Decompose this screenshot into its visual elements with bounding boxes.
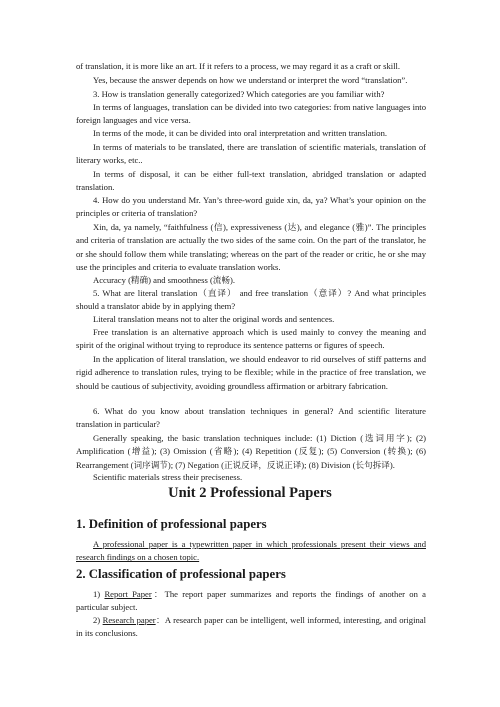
paragraph: In terms of the mode, it can be divided into oral interpretation and written translation. xyxy=(93,128,388,138)
paragraph: Free translation is an alternative approach which is used mainly to convey the meaning and spirit of the original without trying to reproduce its sentence patterns or figures of speech. xyxy=(76,327,426,351)
item-number: 1) xyxy=(93,589,105,599)
paragraph: In terms of disposal, it can be either full-text translation, abridged translation or adapted translation. xyxy=(76,169,426,193)
paragraph: Generally speaking, the basic translation techniques include: (1) Diction (选词用字); (2) Amplification (增益); (3) Omission (省略); (4) Repetition (反复); (5) Conversion (转换); (6) Rearrangement (词序调节); (7) Negation (正说反译，反说正译); (8) Division (长句拆译). xyxy=(76,433,426,470)
question: 5. What are literal translation（直译） and free translation（意译）? And what principles should a translator abide by in applying them? xyxy=(76,288,426,312)
item-text: A research paper can be intelligent, well informed, interesting, and original in its conclusions. xyxy=(76,615,426,639)
item-separator: ： xyxy=(155,615,165,625)
paragraph: of translation, it is more like an art. If it refers to a process, we may regard it as a craft or skill. xyxy=(76,61,401,71)
paragraph: Literal translation means not to alter the original words and sentences. xyxy=(93,314,335,324)
item-number: 2) xyxy=(93,615,103,625)
paragraph: Scientific materials stress their preciseness. xyxy=(93,472,243,482)
paragraph: Xin, da, ya namely, “faithfulness (信), expressiveness (达), and elegance (雅)”. The principles and criteria of translation are actually the two sides of the same coin. On the part of the translator, he or she should follow them while translating; whereas on the part of the reader or critic, he or she may use the principles and criteria to evaluate translation works. xyxy=(76,222,426,273)
list-item xyxy=(76,588,426,615)
question: 4. How do you understand Mr. Yan’s three-word guide xin, da, ya? What’s your opinion on the principles or criteria of translation? xyxy=(76,195,426,219)
question: 3. How is translation generally categorized? Which categories are you familiar with? xyxy=(93,89,385,99)
section-heading: 2. Classification of professional papers xyxy=(76,567,286,581)
item-term: Research paper xyxy=(102,615,156,625)
unit-title: Unit 2 Professional Papers xyxy=(168,485,332,501)
definition-text: A professional paper is a typewritten paper in which professionals present their views and research findings on a chosen topic. xyxy=(76,539,426,563)
question: 6. What do you know about translation techniques in general? And scientific literature translation in particular? xyxy=(76,406,426,430)
paragraph: In the application of literal translation, we should endeavor to rid ourselves of stiff patterns and rigid adherence to translation rules, trying to be flexible; while in the practice of free translation, we should be cautious of subjectivity, avoiding groundless affirmation or arbitrary fabrication. xyxy=(76,354,426,391)
list-item xyxy=(76,614,426,641)
paragraph: In terms of materials to be translated, there are translation of scientific materials, translation of literary works, etc.. xyxy=(76,142,426,166)
paragraph: In terms of languages, translation can be divided into two categories: from native languages into foreign languages and vice versa. xyxy=(76,102,426,126)
section-heading: 1. Definition of professional papers xyxy=(76,517,267,531)
item-term: Report Paper xyxy=(104,589,152,599)
paragraph: Yes, because the answer depends on how we understand or interpret the word “translation”. xyxy=(93,75,408,85)
definition-paragraph xyxy=(76,538,426,565)
paragraph: Accuracy (精确) and smoothness (流畅). xyxy=(93,275,235,285)
item-separator: ： xyxy=(151,589,165,599)
item-text: The report paper summarizes and reports the findings of another on a particular subject. xyxy=(76,589,426,613)
